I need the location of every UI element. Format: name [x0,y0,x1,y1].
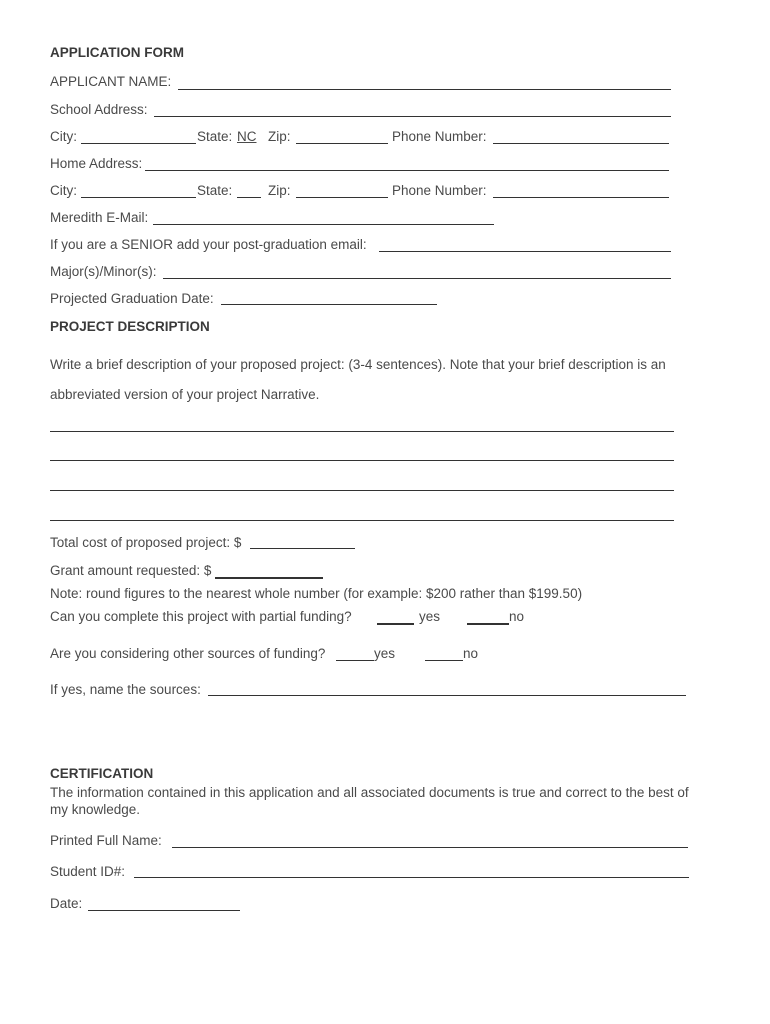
student-id-label: Student ID#: [50,864,126,879]
school-city-field[interactable] [81,143,196,144]
grant-amount-label: Grant amount requested: $ [50,563,212,578]
school-phone-field[interactable] [493,143,669,144]
applicant-name-label: APPLICANT NAME: [50,74,172,89]
date-label: Date: [50,896,83,911]
partial-funding-no-field[interactable] [467,623,509,625]
graduation-label: Projected Graduation Date: [50,291,214,306]
home-address-label: Home Address: [50,156,143,171]
other-sources-yes-field[interactable] [336,660,374,661]
email-label: Meredith E-Mail: [50,210,149,225]
other-sources-no-label: no [463,646,479,661]
home-state-field[interactable] [237,197,261,198]
project-instructions-line1: Write a brief description of your proposed project: (3-4 sentences). Note that your brief description is an [50,357,666,372]
printed-name-field[interactable] [172,847,688,848]
description-line[interactable] [50,490,674,491]
major-field[interactable] [163,278,671,279]
school-address-label: School Address: [50,102,148,117]
home-state-label: State: [197,183,233,198]
sources-label: If yes, name the sources: [50,682,201,697]
partial-funding-label: Can you complete this project with partial funding? [50,609,352,624]
other-sources-yes-label: yes [374,646,396,661]
home-city-label: City: [50,183,77,198]
description-line[interactable] [50,431,674,432]
description-line[interactable] [50,520,674,521]
school-phone-label: Phone Number: [392,129,487,144]
student-id-field[interactable] [134,877,689,878]
certification-statement: The information contained in this application and all associated documents is true and correct to the best of my knowledge. [50,785,689,817]
partial-funding-yes-label: yes [419,609,441,624]
senior-email-label: If you are a SENIOR add your post-graduation email: [50,237,367,252]
rounding-note: Note: round figures to the nearest whole number (for example: $200 rather than $199.50) [50,586,583,601]
other-sources-label: Are you considering other sources of funding? [50,646,326,661]
home-phone-field[interactable] [493,197,669,198]
applicant-name-field[interactable] [178,89,671,90]
home-address-field[interactable] [145,170,669,171]
home-zip-field[interactable] [296,197,388,198]
graduation-field[interactable] [221,304,437,305]
home-zip-label: Zip: [268,183,291,198]
project-instructions-line2: abbreviated version of your project Narrative. [50,387,320,402]
printed-name-label: Printed Full Name: [50,833,162,848]
school-state-label: State: [197,129,233,144]
senior-email-field[interactable] [379,251,671,252]
total-cost-field[interactable] [250,548,355,549]
home-city-field[interactable] [81,197,196,198]
project-description-heading: PROJECT DESCRIPTION [50,319,210,334]
school-state-value[interactable]: NC [237,129,257,144]
date-field[interactable] [88,910,240,911]
partial-funding-no-label: no [509,609,525,624]
application-form-heading: APPLICATION FORM [50,45,184,60]
school-zip-field[interactable] [296,143,388,144]
certification-heading: CERTIFICATION [50,766,154,781]
total-cost-label: Total cost of proposed project: $ [50,535,242,550]
school-city-label: City: [50,129,77,144]
grant-amount-field[interactable] [215,577,323,579]
school-address-field[interactable] [154,116,671,117]
other-sources-no-field[interactable] [425,660,463,661]
partial-funding-yes-field[interactable] [377,623,414,625]
home-phone-label: Phone Number: [392,183,487,198]
school-zip-label: Zip: [268,129,291,144]
sources-field[interactable] [208,695,686,696]
description-line[interactable] [50,460,674,461]
email-field[interactable] [153,224,494,225]
major-label: Major(s)/Minor(s): [50,264,157,279]
